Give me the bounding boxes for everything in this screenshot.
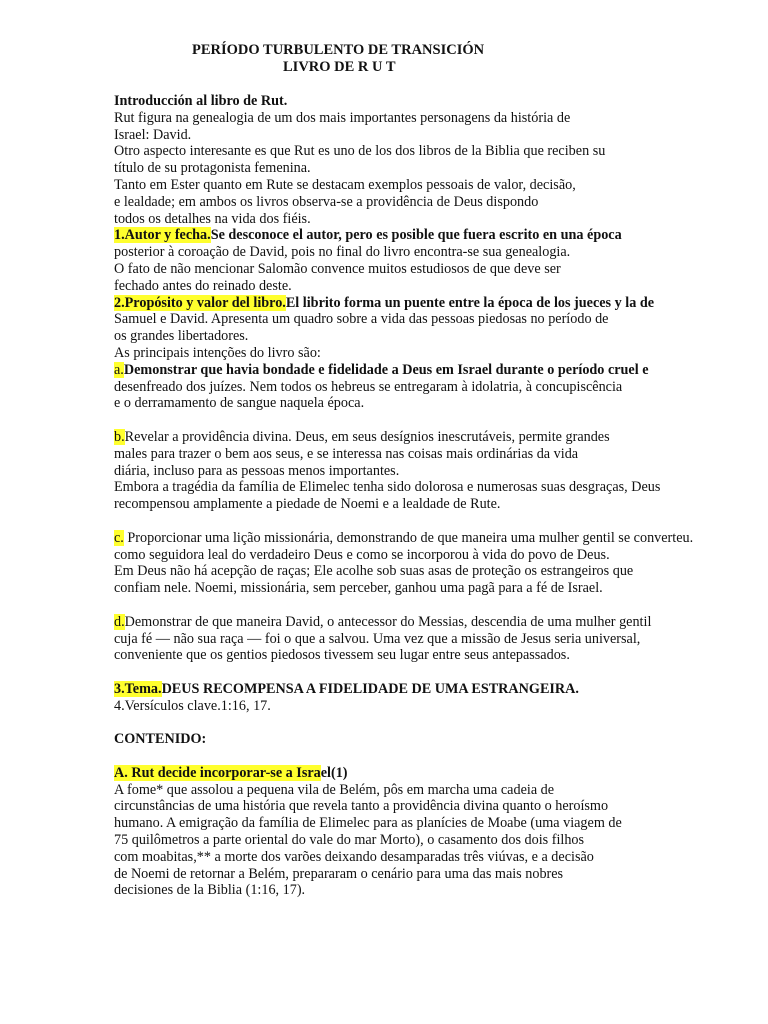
spacer xyxy=(114,748,754,765)
spacer xyxy=(114,412,754,429)
item-c-line: como seguidora leal do verdadeiro Deus e como se incorporou à vida do povo de Deus. xyxy=(114,546,610,563)
section-A-line: decisiones de la Biblia (1:16, 17). xyxy=(114,882,306,899)
item-d-line: cuja fé — não sua raça — foi o que a salvou. Uma vez que a missão de Jesus seria universal, xyxy=(114,630,641,647)
contenido-heading: CONTENIDO: xyxy=(114,731,207,748)
section-A-line: humano. A emigração da família de Elimelec para as planícies de Moabe (uma viagem de xyxy=(114,815,622,832)
item-a-rest: Demonstrar que havia bondade e fidelidade a Deus em Israel durante o período cruel e xyxy=(123,361,649,378)
item-b-line: diária, incluso para as pessoas menos importantes. xyxy=(114,462,400,479)
item-a-heading xyxy=(114,362,754,379)
section-2-line: As principais intenções do livro são: xyxy=(114,344,321,361)
intro-line: Tanto em Ester quanto em Rute se destacam exemplos pessoais de valor, decisão, xyxy=(114,176,576,193)
item-d-rest: Demonstrar de que maneira David, o antecessor do Messias, descendia de uma mulher gentil xyxy=(124,613,652,630)
key-verses: 4.Versículos clave.1:16, 17. xyxy=(114,697,271,714)
section-2-line: os grandes libertadores. xyxy=(114,328,249,345)
section-A-line: A fome* que assolou a pequena vila de Belém, pôs em marcha uma cadeia de xyxy=(114,781,555,798)
item-d-label: d. xyxy=(114,613,125,630)
section-2-heading xyxy=(114,295,754,312)
title-line-1: PERÍODO TURBULENTO DE TRANSICIÓN xyxy=(192,42,485,58)
document-body xyxy=(114,93,754,899)
item-a-line: desenfreado dos juízes. Nem todos os hebreus se entregaram à idolatria, à concupiscência xyxy=(114,378,623,395)
item-c-line: confiam nele. Noemi, missionária, sem perceber, ganhou uma pagã para a fé de Israel. xyxy=(114,580,603,597)
item-b-line: Embora a tragédia da família de Elimelec tenha sido dolorosa e numerosas suas desgraças, Deus xyxy=(114,479,661,496)
item-c-heading xyxy=(114,530,754,547)
item-b-line: recompensou amplamente a piedade de Noemi e a lealdade de Rute. xyxy=(114,496,501,513)
section-1-label: 1.Autor y fecha. xyxy=(114,227,211,244)
item-d-heading xyxy=(114,614,754,631)
intro-heading: Introducción al libro de Rut. xyxy=(114,93,288,109)
section-1-line: posterior à coroação de David, pois no final do livro encontra-se sua genealogia. xyxy=(114,244,571,261)
section-A-rest: el(1) xyxy=(320,764,348,781)
item-b-line: males para trazer o bem aos seus, e se interessa nas coisas mais ordinárias da vida xyxy=(114,445,579,462)
spacer xyxy=(114,597,754,614)
title-line-2: LIVRO DE R U T xyxy=(283,59,396,75)
section-A-label: A. Rut decide incorporar-se a Isra xyxy=(114,764,321,781)
intro-line: título de su protagonista femenina. xyxy=(114,160,311,177)
intro-line: Rut figura na genealogia de um dos mais importantes personagens da história de xyxy=(114,109,571,126)
item-a-label: a. xyxy=(114,361,124,378)
section-2-label: 2.Propósito y valor del libro. xyxy=(114,294,286,311)
spacer xyxy=(114,664,754,681)
item-b-heading xyxy=(114,429,754,446)
item-c-line: Em Deus não há acepção de raças; Ele acolhe sob suas asas de proteção os estrangeiros que xyxy=(114,563,634,580)
section-3-label: 3.Tema. xyxy=(114,680,162,697)
item-d-line: conveniente que os gentios piedosos tivessem seu lugar entre seus antepassados. xyxy=(114,647,570,664)
section-A-line: circunstâncias de uma história que revela tanto a providência divina quanto o heroísmo xyxy=(114,798,609,815)
intro-line: todos os detalhes na vida dos fiéis. xyxy=(114,210,311,227)
section-3-rest: DEUS RECOMPENSA A FIDELIDADE DE UMA ESTRANGEIRA. xyxy=(161,680,579,697)
section-3-heading xyxy=(114,681,754,698)
section-1-rest: Se desconoce el autor, pero es posible que fuera escrito en una época xyxy=(210,227,622,244)
item-b-rest: Revelar a providência divina. Deus, em seus desígnios inescrutáveis, permite grandes xyxy=(124,428,610,445)
section-A-line: 75 quilômetros a parte oriental do vale do mar Morto), o casamento dos dois filhos xyxy=(114,832,585,849)
intro-line: Otro aspecto interesante es que Rut es uno de los dos libros de la Biblia que reciben su xyxy=(114,143,606,160)
spacer xyxy=(114,714,754,731)
spacer xyxy=(114,513,754,530)
section-A-line: com moabitas,** a morte dos varões deixando desamparadas três viúvas, e a decisão xyxy=(114,848,594,865)
section-2-rest: El librito forma un puente entre la época de los jueces y la de xyxy=(285,294,655,311)
intro-line: e lealdade; em ambos os livros observa-se a providência de Deus dispondo xyxy=(114,193,539,210)
item-a-line: e o derramamento de sangue naquela época. xyxy=(114,395,365,412)
section-A-heading xyxy=(114,765,754,782)
item-c-rest: Proporcionar uma lição missionária, demonstrando de que maneira uma mulher gentil se converteu. xyxy=(123,529,694,546)
item-c-label: c. xyxy=(114,529,124,546)
item-b-label: b. xyxy=(114,428,125,445)
section-1-line: fechado antes do reinado deste. xyxy=(114,277,292,294)
section-2-line: Samuel e David. Apresenta um quadro sobre a vida das pessoas piedosas no período de xyxy=(114,311,609,328)
intro-line: Israel: David. xyxy=(114,126,192,143)
section-1-heading xyxy=(114,227,754,244)
section-A-line: de Noemi de retornar a Belém, prepararam o cenário para uma das mais nobres xyxy=(114,865,564,882)
section-1-line: O fato de não mencionar Salomão convence muitos estudiosos de que deve ser xyxy=(114,260,561,277)
